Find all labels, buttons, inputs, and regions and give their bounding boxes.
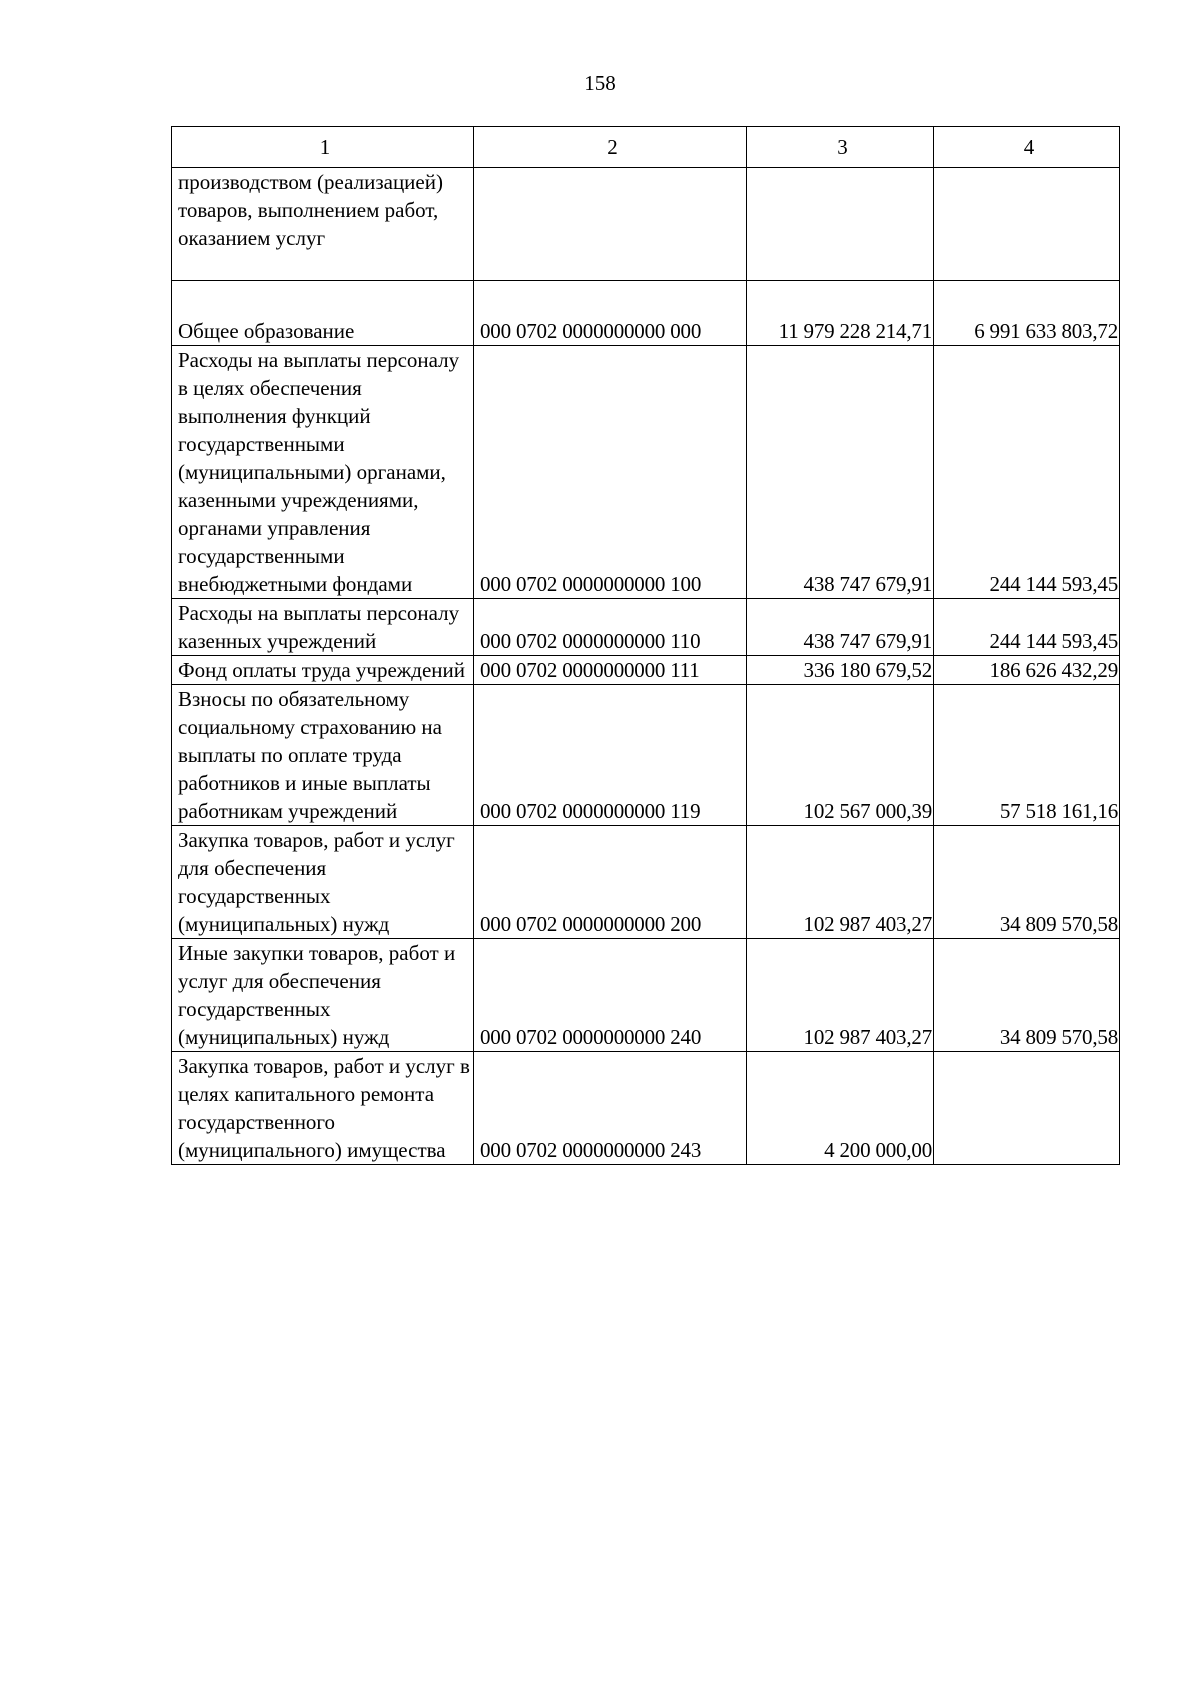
row-amount-col3: 102 567 000,39	[747, 685, 934, 826]
table-row	[172, 685, 1120, 826]
row-name: Фонд оплаты труда учреждений	[172, 656, 474, 685]
row-amount-col4	[934, 1052, 1120, 1165]
row-amount-col4: 34 809 570,58	[934, 939, 1120, 1052]
row-amount-col4: 6 991 633 803,72	[934, 281, 1120, 346]
row-amount-col4: 34 809 570,58	[934, 826, 1120, 939]
table-row	[172, 826, 1120, 939]
row-amount-col3: 438 747 679,91	[747, 599, 934, 656]
row-name: Взносы по обязательному социальному страхованию на выплаты по оплате труда работников и иные выплаты работникам учреждений	[172, 685, 474, 826]
row-amount-col4: 186 626 432,29	[934, 656, 1120, 685]
row-amount-col3: 102 987 403,27	[747, 826, 934, 939]
row-name: Закупка товаров, работ и услуг в целях капитального ремонта государственного (муниципального) имущества	[172, 1052, 474, 1165]
column-header-3: 3	[747, 127, 934, 168]
row-amount-col3: 11 979 228 214,71	[747, 281, 934, 346]
table-row	[172, 599, 1120, 656]
row-name: Расходы на выплаты персоналу казенных учреждений	[172, 599, 474, 656]
column-header-2: 2	[474, 127, 747, 168]
page-number: 158	[584, 71, 616, 95]
row-code: 000 0702 0000000000 200	[474, 826, 747, 939]
row-amount-col4: 244 144 593,45	[934, 346, 1120, 599]
row-code	[474, 168, 747, 281]
row-code: 000 0702 0000000000 110	[474, 599, 747, 656]
column-header-1: 1	[172, 127, 474, 168]
row-name: производством (реализацией) товаров, выполнением работ, оказанием услуг	[172, 168, 474, 281]
column-header-4: 4	[934, 127, 1120, 168]
table-row	[172, 939, 1120, 1052]
table-row	[172, 1052, 1120, 1165]
table-row	[172, 168, 1120, 281]
header-row	[172, 127, 1120, 168]
table-row	[172, 656, 1120, 685]
row-amount-col3	[747, 168, 934, 281]
table-row	[172, 281, 1120, 346]
row-amount-col3: 438 747 679,91	[747, 346, 934, 599]
row-code: 000 0702 0000000000 240	[474, 939, 747, 1052]
row-amount-col3: 336 180 679,52	[747, 656, 934, 685]
row-code: 000 0702 0000000000 119	[474, 685, 747, 826]
row-amount-col4: 244 144 593,45	[934, 599, 1120, 656]
row-amount-col3: 4 200 000,00	[747, 1052, 934, 1165]
row-amount-col4	[934, 168, 1120, 281]
row-name: Общее образование	[172, 281, 474, 346]
row-code: 000 0702 0000000000 243	[474, 1052, 747, 1165]
row-name: Закупка товаров, работ и услуг для обеспечения государственных (муниципальных) нужд	[172, 826, 474, 939]
row-code: 000 0702 0000000000 100	[474, 346, 747, 599]
row-amount-col4: 57 518 161,16	[934, 685, 1120, 826]
row-code: 000 0702 0000000000 111	[474, 656, 747, 685]
row-code: 000 0702 0000000000 000	[474, 281, 747, 346]
table-row	[172, 346, 1120, 599]
row-amount-col3: 102 987 403,27	[747, 939, 934, 1052]
row-name: Расходы на выплаты персоналу в целях обеспечения выполнения функций государственными (муниципальными) органами, казенными учреждениями, органами управления государственными внебюджетными фондами	[172, 346, 474, 599]
budget-table	[171, 126, 1120, 1165]
row-name: Иные закупки товаров, работ и услуг для обеспечения государственных (муниципальных) нужд	[172, 939, 474, 1052]
